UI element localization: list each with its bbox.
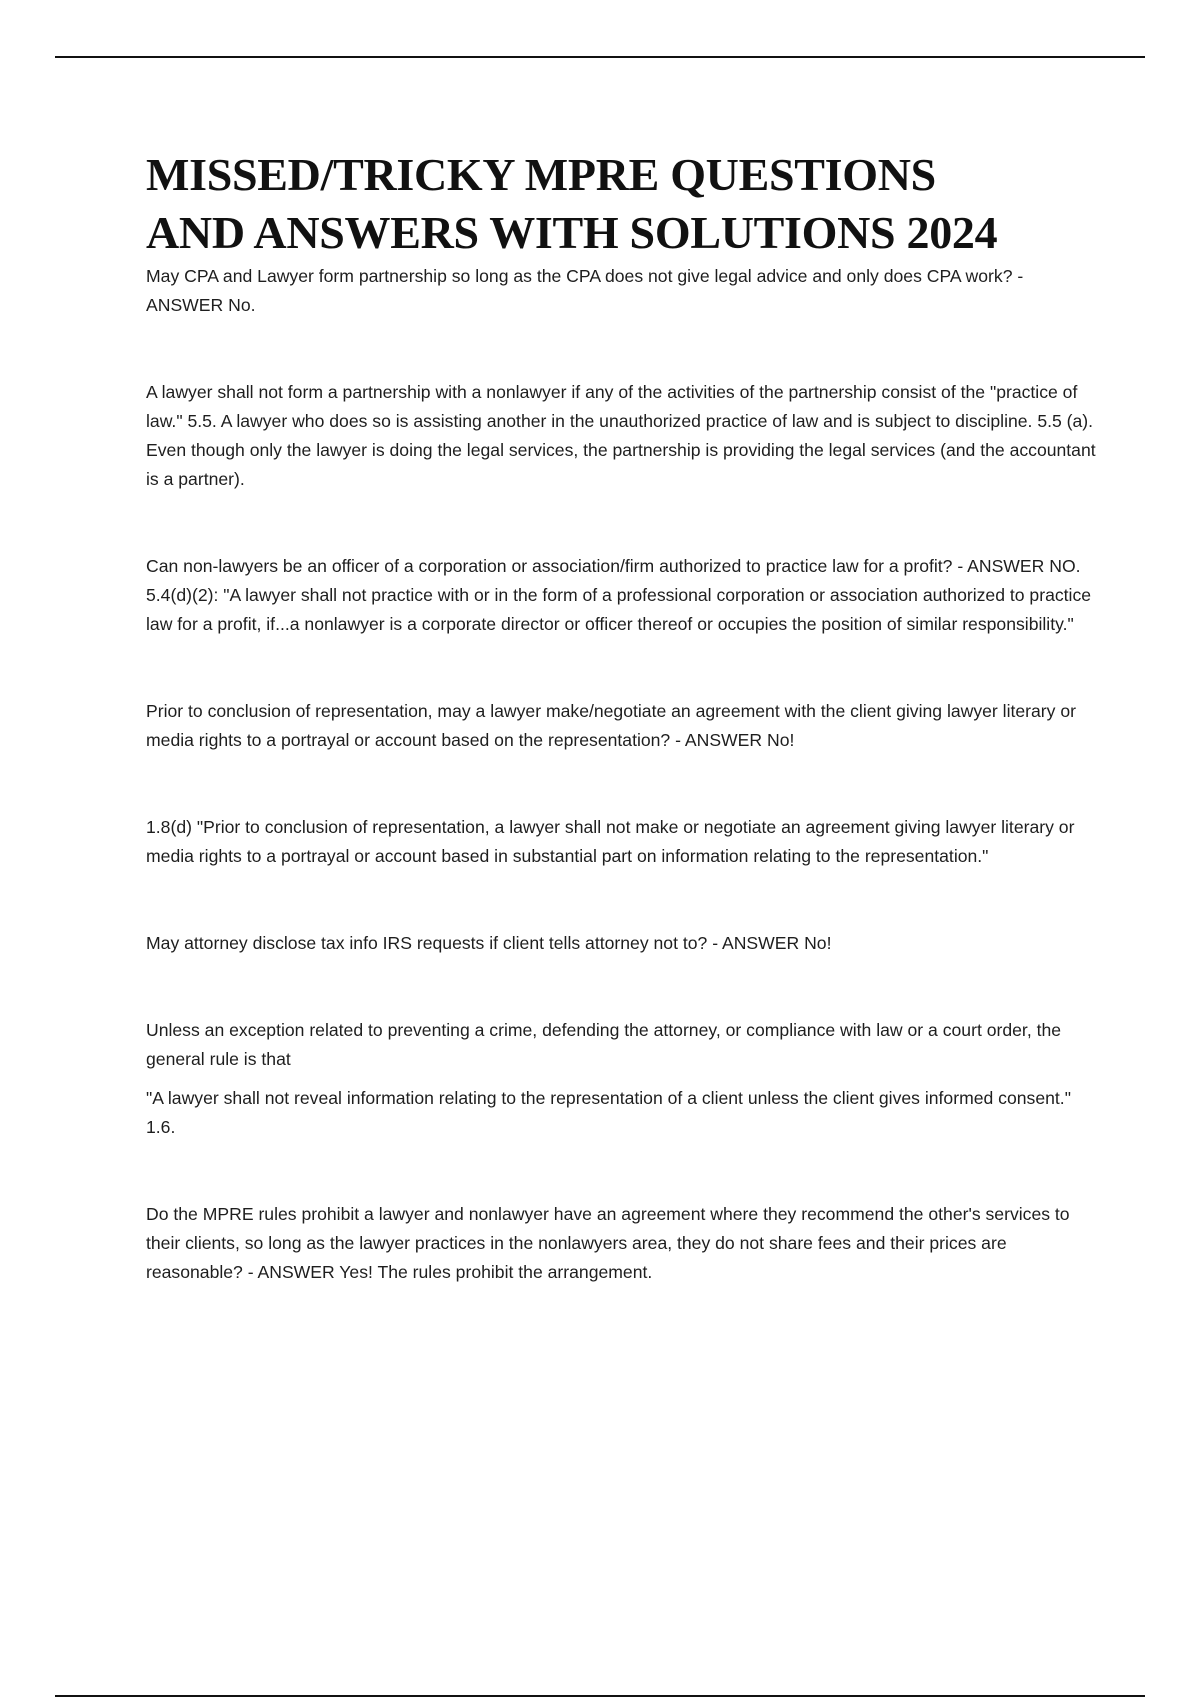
title-line-2: AND ANSWERS WITH SOLUTIONS 2024 xyxy=(146,207,998,258)
paragraph-3: Can non-lawyers be an officer of a corporation or association/firm authorized to practice law for a profit? - ANSWER NO. 5.4(d)(2): "A lawyer shall not practice with or in the form of a professional corporation or association authorized to practice law for a profit, if...a nonlawyer is a corporate director or officer thereof or occupies the position of similar responsibility." xyxy=(146,556,1092,634)
paragraph-7: Unless an exception related to preventing a crime, defending the attorney, or compliance with law or a court order, the general rule is that xyxy=(146,1020,1062,1069)
paragraph-4: Prior to conclusion of representation, may a lawyer make/negotiate an agreement with the client giving lawyer literary or media rights to a portrayal or account based on the representation? - ANSWER No! xyxy=(146,701,1076,750)
paragraph-8: "A lawyer shall not reveal information relating to the representation of a client unless the client gives informed consent." 1.6. xyxy=(146,1088,1071,1137)
paragraph-5: 1.8(d) "Prior to conclusion of representation, a lawyer shall not make or negotiate an agreement giving lawyer literary or media rights to a portrayal or account based in substantial part on information relating to the representation." xyxy=(146,817,1075,866)
title-line-1: MISSED/TRICKY MPRE QUESTIONS xyxy=(146,149,936,200)
paragraph-2: A lawyer shall not form a partnership with a nonlawyer if any of the activities of the partnership consist of the "practice of law." 5.5. A lawyer who does so is assisting another in the unauthorized practice of law and is subject to discipline. 5.5 (a). Even though only the lawyer is doing the legal services, the partnership is providing the legal services (and the accountant is a partner). xyxy=(146,382,1096,489)
paragraph-9: Do the MPRE rules prohibit a lawyer and nonlawyer have an agreement where they recommend the other's services to their clients, so long as the lawyer practices in the nonlawyers area, they do not share fees and their prices are reasonable? - ANSWER Yes! The rules prohibit the arrangement. xyxy=(146,1204,1070,1282)
paragraph-1: May CPA and Lawyer form partnership so long as the CPA does not give legal advice and only does CPA work? - ANSWER No. xyxy=(146,266,1024,315)
document-title xyxy=(146,146,1096,262)
top-divider xyxy=(55,56,1145,58)
paragraph-6: May attorney disclose tax info IRS requests if client tells attorney not to? - ANSWER No! xyxy=(146,933,832,953)
bottom-divider xyxy=(55,1695,1145,1697)
document-body xyxy=(146,146,1096,1287)
